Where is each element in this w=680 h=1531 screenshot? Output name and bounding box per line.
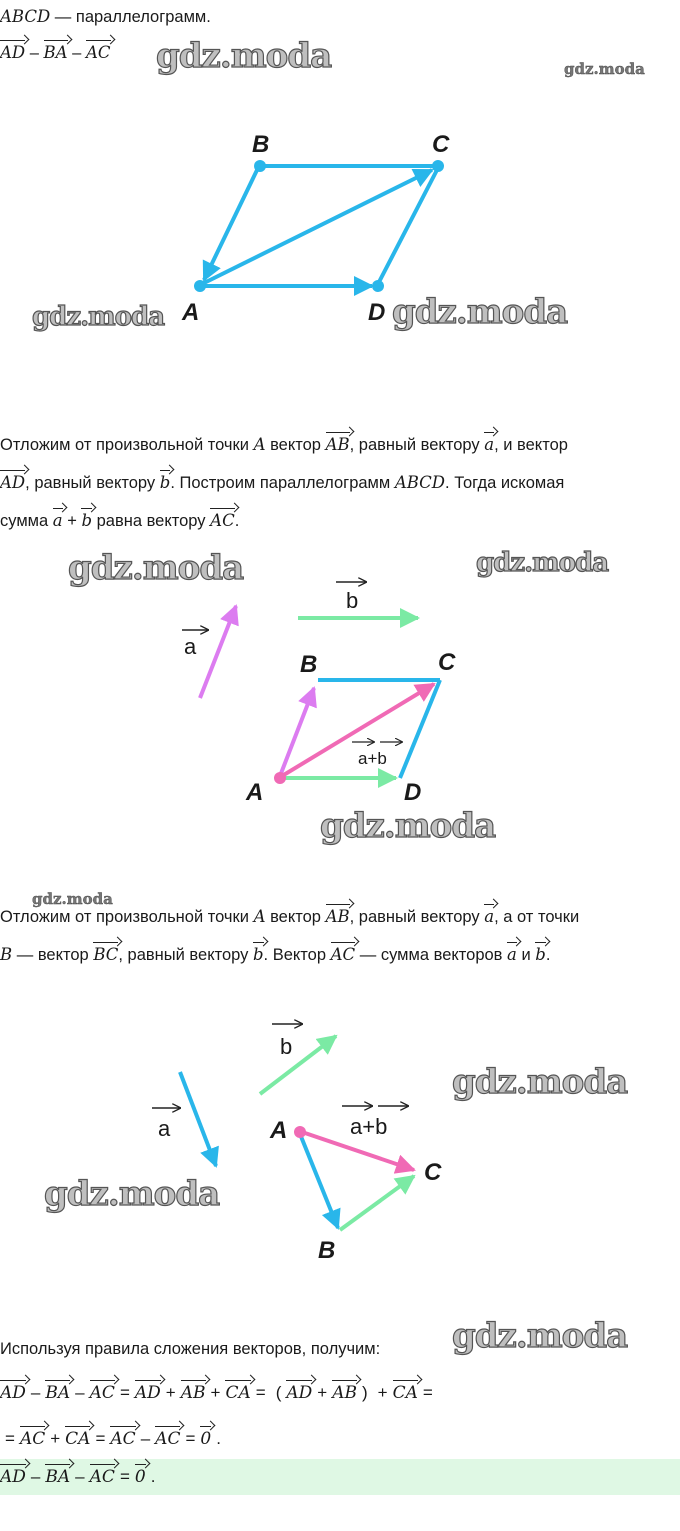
vector-ad: AD — [0, 470, 25, 492]
text-segment: сумма — [0, 512, 49, 530]
vector-ac: AC — [90, 1380, 115, 1402]
text-segment: . Тогда искомая — [445, 474, 565, 492]
vector-ac: AC — [86, 40, 111, 62]
figure-triangle-3 — [0, 1010, 680, 1270]
vector-a: a — [484, 432, 494, 454]
point-a — [194, 280, 206, 292]
vector-ac: AC — [90, 1464, 115, 1486]
label-d: D — [404, 779, 422, 806]
watermark: gdz.moda — [320, 806, 496, 846]
vector-a: a — [53, 508, 63, 530]
vector-ad: AD — [286, 1380, 312, 1402]
vector-ba: BA — [44, 40, 68, 62]
answer-equation — [0, 1464, 160, 1488]
point-a — [294, 1126, 306, 1138]
watermark: gdz.moda — [68, 548, 244, 588]
equation-line1 — [0, 1380, 438, 1404]
operator: = — [119, 1383, 130, 1402]
minus-sign: – — [72, 44, 82, 62]
point-b — [254, 160, 266, 172]
vector-ac: AC — [110, 1426, 135, 1448]
point-a — [274, 772, 286, 784]
watermark: gdz.moda — [392, 292, 568, 332]
problem-condition — [0, 6, 211, 28]
vector-ac: AC — [20, 1426, 45, 1448]
vector-a-free — [180, 1072, 216, 1166]
label-a: A — [246, 779, 264, 806]
text-segment: вектор — [270, 436, 321, 454]
operator: . — [150, 1467, 156, 1486]
operator: . — [216, 1429, 221, 1448]
label-vec-b: b — [280, 1034, 293, 1059]
vector-ca: CA — [225, 1380, 250, 1402]
vector-bc-arrow — [340, 1176, 414, 1230]
text-segment: вектор — [270, 908, 321, 926]
text-segment: — сумма векторов — [359, 946, 503, 964]
vector-ab: AB — [326, 904, 350, 926]
text-segment: — вектор — [16, 946, 89, 964]
point-a-ref: A — [253, 435, 266, 454]
label-d: D — [368, 299, 386, 326]
text-segment: . Построим параллелограмм — [170, 474, 391, 492]
vector-ba-arrow — [204, 168, 258, 280]
vector-ab: AB — [181, 1380, 206, 1402]
label-vec-b: b — [346, 588, 359, 613]
label-b: B — [252, 131, 270, 158]
vector-b: b — [81, 508, 92, 530]
vector-ad: AD — [0, 1380, 26, 1402]
figure-parallelogram-2 — [0, 570, 680, 810]
text-segment: , и вектор — [494, 436, 568, 454]
plus-sign: + — [67, 512, 77, 530]
problem-expression — [0, 40, 111, 64]
vector-ba: BA — [45, 1380, 70, 1402]
vector-ac: AC — [331, 942, 356, 964]
watermark: gdz.moda — [452, 1316, 628, 1356]
operator: + — [50, 1429, 61, 1448]
watermark: gdz.moda — [156, 36, 332, 76]
point-b-ref: B — [0, 945, 13, 964]
operator: + — [377, 1383, 388, 1402]
vector-ba: BA — [45, 1464, 70, 1486]
label-vec-a: a — [184, 634, 197, 659]
text-segment: , равный вектору — [25, 474, 156, 492]
text-segment: Отложим от произвольной точки — [0, 436, 249, 454]
vector-ab: AB — [326, 432, 350, 454]
watermark: gdz.moda — [564, 60, 645, 78]
operator: + — [165, 1383, 176, 1402]
vector-ca: CA — [393, 1380, 418, 1402]
point-c — [432, 160, 444, 172]
equation-line2 — [0, 1426, 226, 1450]
vector-ab: AB — [332, 1380, 357, 1402]
vector-ca: CA — [65, 1426, 90, 1448]
vector-ad: AD — [135, 1380, 161, 1402]
minus-sign: – — [29, 44, 39, 62]
vector-a: a — [484, 904, 494, 926]
vector-ad: AD — [0, 1464, 26, 1486]
label-sum: a+b — [358, 749, 387, 768]
watermark: gdz.moda — [32, 302, 165, 332]
paragraph3-intro: Используя правила сложения векторов, получим: — [0, 1340, 381, 1358]
text-segment: . Вектор — [263, 946, 327, 964]
point-a-ref: A — [253, 907, 266, 926]
parallelogram-name: ABCD — [394, 473, 446, 492]
vector-0: 0 — [200, 1426, 211, 1448]
vector-b: b — [535, 942, 546, 964]
text-segment: и — [521, 946, 531, 964]
operator: + — [317, 1383, 328, 1402]
operator: – — [75, 1467, 85, 1486]
operator: + — [210, 1383, 221, 1402]
watermark: gdz.moda — [476, 548, 609, 578]
vector-b: b — [253, 942, 264, 964]
operator: = — [5, 1429, 15, 1448]
text-segment: . — [234, 512, 240, 530]
label-a: A — [182, 299, 200, 326]
vector-ab-arrow — [280, 688, 314, 776]
vector-b: b — [160, 470, 171, 492]
text-segment: Отложим от произвольной точки — [0, 908, 249, 926]
operator: = — [185, 1429, 196, 1448]
operator: – — [140, 1429, 151, 1448]
vector-b-free — [260, 1036, 336, 1094]
operator: = — [422, 1383, 433, 1402]
vector-ac: AC — [210, 508, 235, 530]
watermark: gdz.moda — [44, 1174, 220, 1214]
operator: = — [255, 1383, 266, 1402]
parallelogram-name: ABCD — [0, 7, 51, 26]
vector-ac: AC — [155, 1426, 180, 1448]
text-segment: . — [545, 946, 551, 964]
operator: = — [95, 1429, 106, 1448]
vector-0: 0 — [135, 1464, 146, 1486]
label-a: A — [270, 1117, 288, 1144]
operator: = — [119, 1467, 130, 1486]
label-sum: a+b — [350, 1114, 388, 1139]
paragraph1-line3 — [0, 508, 239, 532]
watermark: gdz.moda — [452, 1062, 628, 1102]
paragraph1-line1 — [0, 432, 568, 456]
vector-ad: AD — [0, 40, 25, 62]
label-c: C — [424, 1159, 442, 1186]
operator: – — [30, 1467, 41, 1486]
operator: ( — [275, 1383, 282, 1402]
vector-a-free — [200, 606, 236, 698]
vector-bc: BC — [93, 942, 118, 964]
vector-ac-arrow — [202, 170, 432, 284]
operator: – — [30, 1383, 41, 1402]
operator: – — [75, 1383, 85, 1402]
text-segment: , равный вектору — [118, 946, 249, 964]
vector-ab-arrow — [300, 1134, 338, 1228]
label-b: B — [300, 651, 318, 678]
vector-a: a — [507, 942, 517, 964]
paragraph1-line2 — [0, 470, 564, 494]
label-c: C — [438, 649, 456, 676]
paragraph2-line2 — [0, 942, 550, 966]
label-c: C — [432, 131, 450, 158]
label-b: B — [318, 1237, 336, 1264]
point-d — [372, 280, 384, 292]
condition-text: — параллелограмм. — [54, 8, 211, 26]
text-segment: равна вектору — [96, 512, 206, 530]
operator: ) — [362, 1383, 368, 1402]
segment-dc — [378, 168, 438, 284]
text-segment: , а от точки — [494, 908, 580, 926]
paragraph2-line1 — [0, 904, 579, 928]
label-vec-a: a — [158, 1116, 171, 1141]
text-segment: , равный вектору — [349, 908, 480, 926]
text-segment: , равный вектору — [349, 436, 480, 454]
watermark: gdz.moda — [32, 890, 113, 908]
